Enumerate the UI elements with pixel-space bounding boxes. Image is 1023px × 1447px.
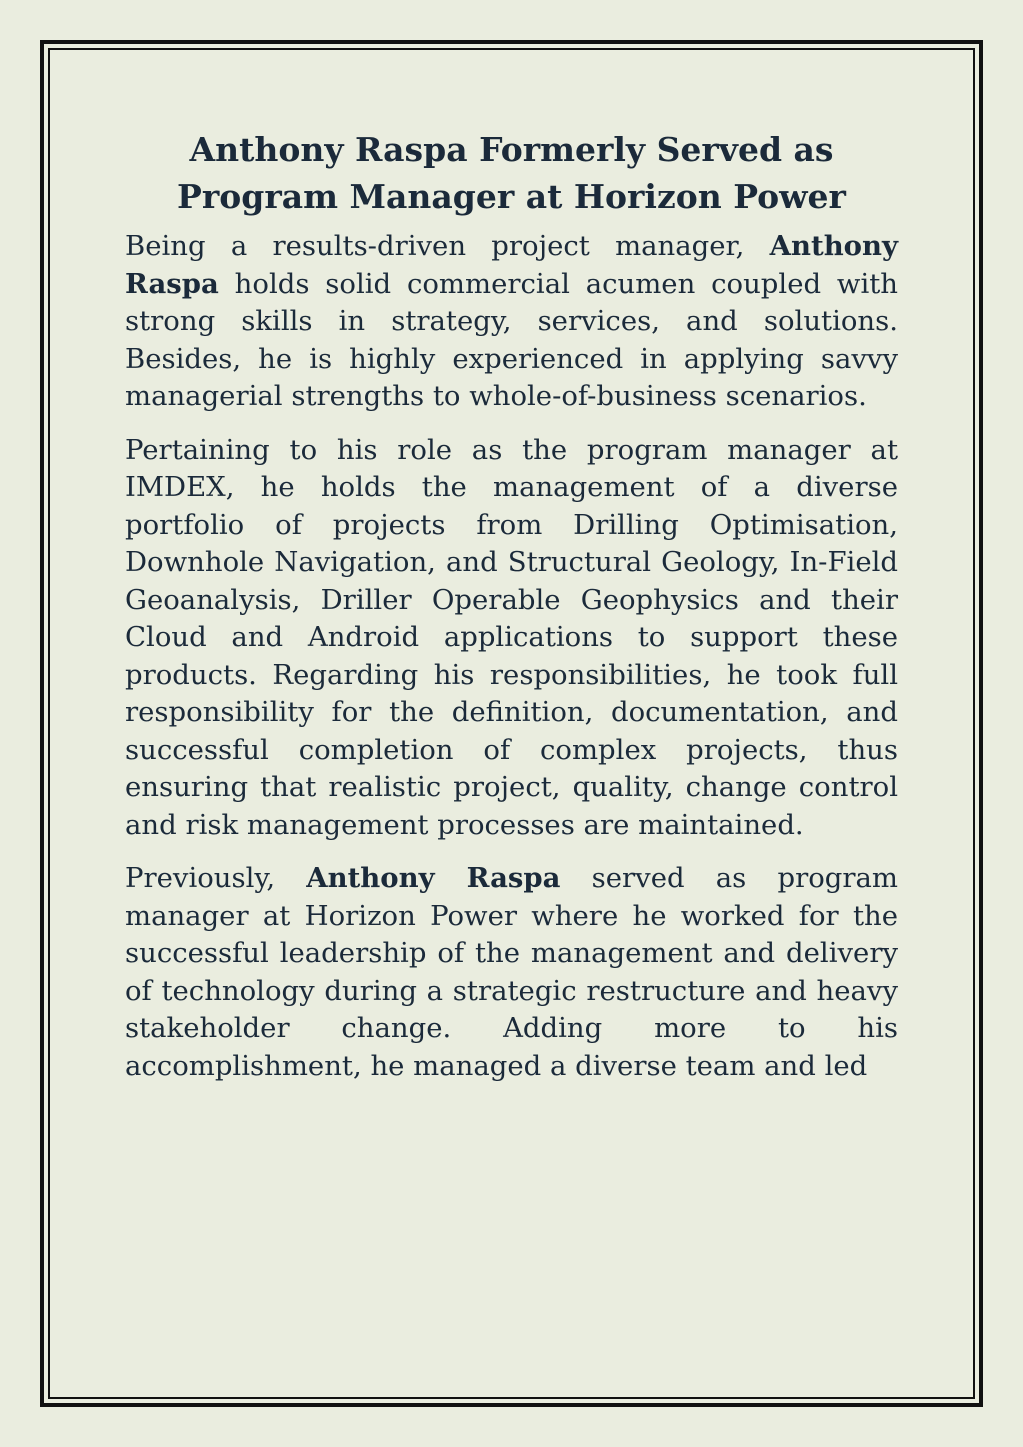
- paragraph-1-name: Anthony Raspa: [125, 230, 898, 300]
- paragraph-3-name: Anthony Raspa: [306, 862, 561, 894]
- paragraph-3-rest: served as program manager at Horizon Power where he worked for the successful leadership of the management and delivery of technology during a strategic restructure and heavy stakeholder change. Adding more to his accomplishment, he managed a diverse team and led: [125, 862, 899, 1082]
- document-body: [125, 126, 898, 1101]
- paragraph-2: Pertaining to his role as the program manager at IMDEX, he holds the management of a diverse portfolio of projects from Drilling Optimisation, Downhole Navigation, and Structural Geology, In-Field Geoanalysis, Driller Operable Geophysics and their Cloud and Android applications to support these products. Regarding his responsibilities, he took full responsibility for the definition, documentation, and successful completion of complex projects, thus ensuring that realistic project, quality, change control and risk management processes are maintained.: [125, 433, 898, 841]
- paragraph-3-intro: Previously,: [125, 862, 307, 894]
- document-title: Anthony Raspa Formerly Served as Program Manager at Horizon Power: [177, 130, 846, 216]
- paragraph-3: [125, 860, 898, 1085]
- paragraph-1-intro: Being a results-driven project manager,: [125, 230, 770, 262]
- paragraph-1: [125, 228, 898, 416]
- paragraph-1-rest: holds solid commercial acumen coupled with strong skills in strategy, services, and solutions. Besides, he is highly experienced in applying savvy managerial strengths to whole-of-business scenarios.: [125, 267, 898, 412]
